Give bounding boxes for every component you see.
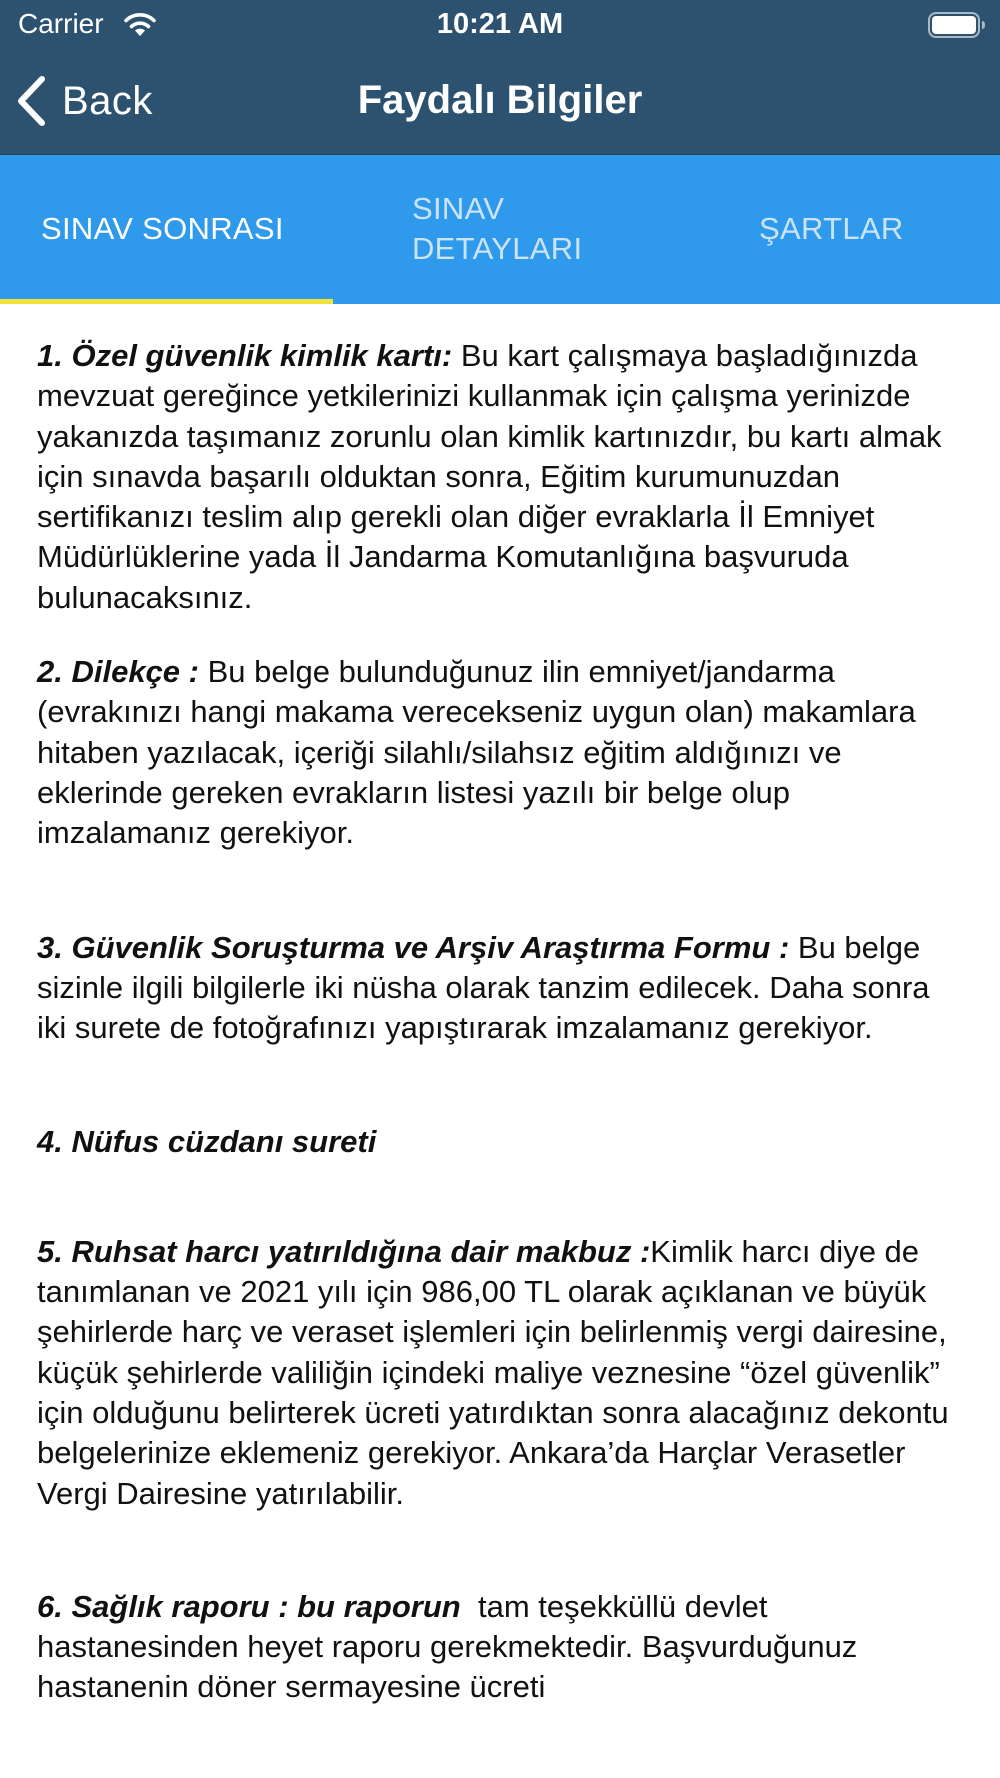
info-item: [37, 928, 967, 1049]
info-item: [37, 336, 967, 618]
back-label: Back: [62, 78, 153, 123]
item-text: Kimlik harcı diye de tanımlanan ve 2021 yılı için 986,00 TL olarak açıklanan ve büyük şehirlerde harç ve veraset işlemleri için belirlenmiş vergi dairesine, küçük şehirlerde valiliğin içindeki maliye veznesine “özel güvenlik” için olduğunu belirterek ücreti yatırdıktan sonra alacağınız dekontu belgelerinize eklemeniz gerekiyor. Ankara’da Harçlar Verasetler Vergi Dairesine yatırılabilir.: [37, 1233, 949, 1511]
item-heading: 4. Nüfus cüzdanı sureti: [37, 1124, 377, 1160]
item-text: Bu belge sizinle ilgili bilgilerle iki nüsha olarak tanzim edilecek. Daha sonra iki surete de fotoğrafınızı yapıştırarak imzalamanız gerekiyor.: [37, 929, 930, 1046]
item-text: tam teşekküllü devlet hastanesinden heyet raporu gerekmektedir. Başvurduğunuz hastanenin döner sermayesine ücreti: [37, 1588, 866, 1705]
tab-label: SINAV SONRASI: [41, 211, 284, 246]
content-area: [37, 336, 967, 1708]
item-text: Bu belge bulunduğunuz ilin emniyet/jandarma (evrakınızı hangi makama verecekseniz uygun olan) makamlara hitaben yazılacak, içeriği silahlı/silahsız eğitim aldığınızı ve eklerinde gereken evrakların listesi yazılı bir belge olup imzalamanız gerekiyor.: [37, 654, 916, 851]
tab-sartlar[interactable]: [667, 155, 1000, 304]
tab-sinav-detaylari[interactable]: [333, 155, 667, 304]
item-heading: 6. Sağlık raporu : bu raporun: [37, 1588, 461, 1624]
tab-sinav-sonrasi[interactable]: [0, 155, 333, 304]
status-bar: [0, 0, 1000, 50]
item-text: Bu kart çalışmaya başladığınızda mevzuat gereğince yetkilerinizi kullanmak için çalışma yerinizde yakanızda taşımanız zorunlu olan kimlik kartınızdır, bu kartı almak için sınavda başarılı olduktan sonra, Eğitim kurumunuzdan sertifikanızı teslim alıp gerekli olan diğer evraklarla İl Emniyet Müdürlüklerine yada İl Jandarma Komutanlığına başvuruda bulunacaksınız.: [37, 338, 942, 615]
tab-label-line1: SINAV: [412, 191, 505, 226]
item-heading: 5. Ruhsat harcı yatırıldığına dair makbuz :: [37, 1233, 651, 1269]
info-item: [37, 1122, 967, 1162]
tab-label-line2: DETAYLARI: [412, 231, 583, 266]
navigation-bar: [0, 50, 1000, 155]
tab-bar: [0, 155, 1000, 304]
info-item: [37, 1232, 967, 1514]
carrier-label: Carrier: [18, 8, 104, 39]
status-time: 10:21 AM: [436, 8, 564, 40]
item-heading: 2. Dilekçe :: [37, 654, 199, 690]
tab-label: ŞARTLAR: [759, 211, 904, 246]
active-tab-indicator: [0, 299, 333, 304]
item-heading: 3. Güvenlik Soruşturma ve Arşiv Araştırma Formu :: [37, 929, 790, 965]
page-title: Faydalı Bilgiler: [357, 78, 643, 122]
battery-icon: [928, 12, 986, 38]
info-item: [37, 1587, 967, 1708]
item-heading: 1. Özel güvenlik kimlik kartı:: [37, 338, 453, 373]
info-item: [37, 652, 967, 853]
